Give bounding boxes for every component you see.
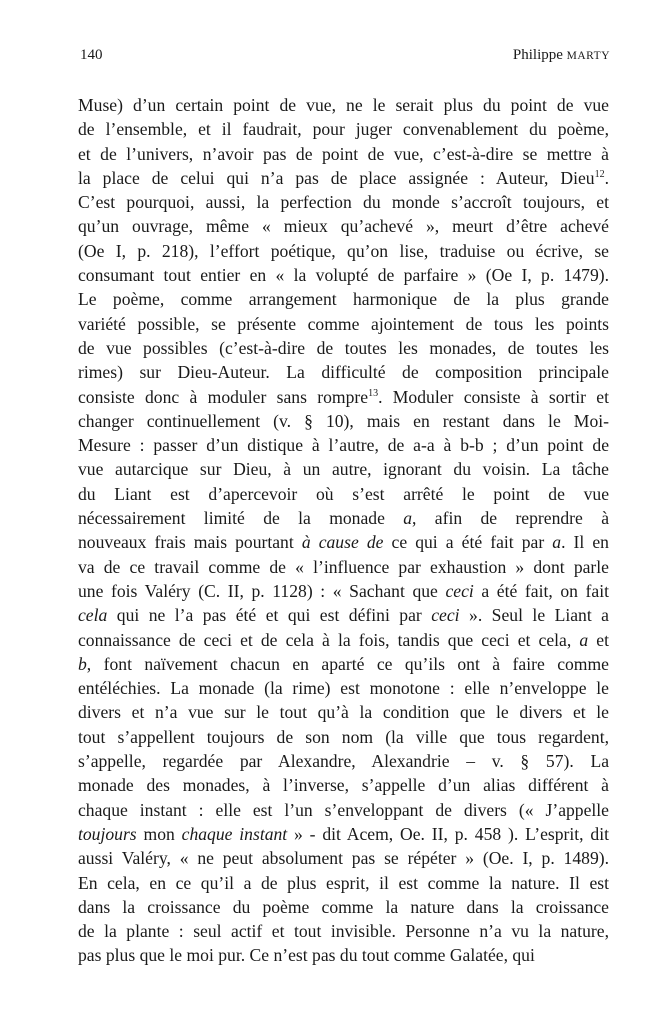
text-segment: rimes) sur Dieu-Auteur. La difficulté de composition principale — [78, 362, 609, 383]
text-line — [78, 263, 609, 287]
text-segment: connaissance de ceci et de cela à la fois, tandis que ceci et cela, — [78, 629, 580, 650]
text-segment: ce qui a été fait par — [383, 532, 553, 553]
text-line — [78, 579, 609, 603]
text-segment: dans la croissance du poème comme la nature dans la croissance — [78, 896, 609, 917]
footnote-ref: 13 — [368, 387, 379, 399]
text-segment: s’appelle, regardée par Alexandre, Alexandrie – v. § 57). La — [78, 751, 609, 772]
text-line — [78, 603, 609, 627]
text-line — [78, 239, 609, 263]
text-line — [78, 871, 609, 895]
text-segment: En cela, en ce qu’il a de plus esprit, il est comme la nature. Il est — [78, 872, 609, 893]
text-line — [78, 798, 609, 822]
text-segment: la place de celui qui n’a pas de place assignée : Auteur, Dieu — [78, 167, 595, 188]
text-segment: Mesure : passer d’un distique à l’autre, de a-a à b-b ; d’un point de — [78, 435, 609, 456]
italic-text: cela — [78, 605, 108, 626]
text-segment: , afin de reprendre à — [412, 508, 609, 529]
text-line — [78, 895, 609, 919]
text-line — [78, 530, 609, 554]
text-line — [78, 433, 609, 457]
text-segment: chaque instant : elle est l’un s’enveloppant de divers (« J’appelle — [78, 799, 609, 820]
text-line — [78, 555, 609, 579]
text-segment: changer continuellement (v. § 10), mais en restant dans le Moi- — [78, 410, 609, 431]
text-line — [78, 93, 609, 117]
text-line — [78, 457, 609, 481]
text-segment: » - dit Acem, Oe. II, p. 458 ). L’esprit, dit — [287, 823, 609, 844]
text-segment: de l’ensemble, et il faudrait, pour juger convenablement du poème, — [78, 119, 609, 140]
text-segment: consiste donc à moduler sans rompre — [78, 386, 369, 407]
author-last-name: MARTY — [566, 50, 610, 62]
italic-text: ceci — [431, 605, 460, 626]
text-segment: qui ne l’a pas été et qui est défini par — [107, 605, 432, 626]
text-line — [78, 214, 609, 238]
text-segment: divers et n’a vue sur le tout qu’à la condition que le divers et le — [78, 702, 609, 723]
text-line — [78, 287, 609, 311]
text-line — [78, 190, 609, 214]
text-segment: nécessairement limité de la monade — [78, 508, 404, 529]
text-line — [78, 506, 609, 530]
italic-text: a — [403, 508, 413, 529]
text-line — [78, 652, 609, 676]
text-line — [78, 725, 609, 749]
text-segment: nouveaux frais mais pourtant — [78, 532, 302, 553]
text-line — [78, 822, 609, 846]
italic-text: b — [78, 653, 87, 674]
text-segment: . Il en — [561, 532, 609, 553]
text-line — [78, 700, 609, 724]
italic-text: chaque instant — [181, 823, 288, 844]
italic-text: a — [552, 532, 562, 553]
text-line — [78, 919, 609, 943]
text-segment: tout s’appellent toujours de son nom (la ville que tous regardent, — [78, 726, 609, 747]
text-segment: de vue possibles (c’est-à-dire de toutes les monades, de toutes les — [78, 337, 609, 358]
text-line — [78, 676, 609, 700]
italic-text: ceci — [445, 580, 474, 601]
text-line — [78, 117, 609, 141]
text-segment: va de ce travail comme de « l’influence par exhaustion » dont parle — [78, 556, 609, 577]
author-first-name: Philippe — [512, 47, 563, 63]
text-segment: Muse) d’un certain point de vue, ne le serait plus du point de vue — [78, 95, 609, 115]
running-author — [513, 46, 610, 65]
italic-text: toujours — [78, 823, 137, 844]
text-segment: . — [604, 167, 609, 188]
text-segment: variété possible, se présente comme ajointement de tous les points — [78, 313, 609, 334]
text-line — [78, 749, 609, 773]
text-line — [78, 142, 609, 166]
text-segment: , font naïvement chacun en aparté ce qu’ils ont à faire comme — [86, 653, 609, 674]
text-segment: qu’un ouvrage, même « mieux qu’achevé », meurt d’être achevé — [78, 216, 609, 237]
text-segment: (Oe I, p. 218), l’effort poétique, qu’on lise, traduise ou écrive, se — [78, 240, 609, 261]
text-line — [78, 360, 609, 384]
text-segment: a été fait, on fait — [473, 580, 609, 601]
text-line — [78, 773, 609, 797]
text-segment: et — [588, 629, 609, 650]
text-segment: consumant tout entier en « la volupté de parfaire » (Oe I, p. 1479). — [78, 265, 609, 286]
text-segment: de la plante : seul actif et tout invisible. Personne n’a vu la nature, — [78, 921, 609, 942]
text-line — [78, 482, 609, 506]
text-line — [78, 628, 609, 652]
text-segment: une fois Valéry (C. II, p. 1128) : « Sachant que — [78, 580, 446, 601]
text-segment: pas plus que le moi pur. Ce n’est pas du tout comme Galatée, qui — [78, 945, 535, 966]
text-line — [78, 943, 609, 967]
text-segment: . Moduler consiste à sortir et — [378, 386, 610, 407]
page-number: 140 — [80, 47, 103, 63]
text-line — [78, 409, 609, 433]
text-segment: aussi Valéry, « ne peut absolument pas se répéter » (Oe. I, p. 1489). — [78, 848, 609, 869]
footnote-ref: 12 — [594, 168, 605, 180]
text-segment: et de l’univers, n’avoir pas de point de vue, c’est-à-dire se mettre à — [78, 143, 609, 164]
italic-text: a — [579, 629, 589, 650]
text-line — [78, 846, 609, 870]
body-text — [78, 93, 609, 968]
text-segment: Le poème, comme arrangement harmonique de la plus grande — [78, 289, 609, 310]
text-segment: mon — [136, 823, 182, 844]
text-line — [78, 336, 609, 360]
text-segment: monade des monades, à l’inverse, s’appelle d’un alias différent à — [78, 775, 609, 796]
text-segment: vue autarcique sur Dieu, à un autre, ignorant du voisin. La tâche — [78, 459, 609, 480]
text-segment: C’est pourquoi, aussi, la perfection du monde s’accroît toujours, et — [78, 192, 609, 213]
text-line — [78, 312, 609, 336]
text-line — [78, 166, 609, 190]
text-line — [78, 385, 609, 409]
text-segment: entéléchies. La monade (la rime) est monotone : elle n’enveloppe le — [78, 678, 609, 699]
text-segment: ». Seul le Liant a — [459, 605, 609, 626]
text-segment: du Liant est d’apercevoir où s’est arrêté le point de vue — [78, 483, 609, 504]
italic-text: à cause de — [301, 532, 384, 553]
